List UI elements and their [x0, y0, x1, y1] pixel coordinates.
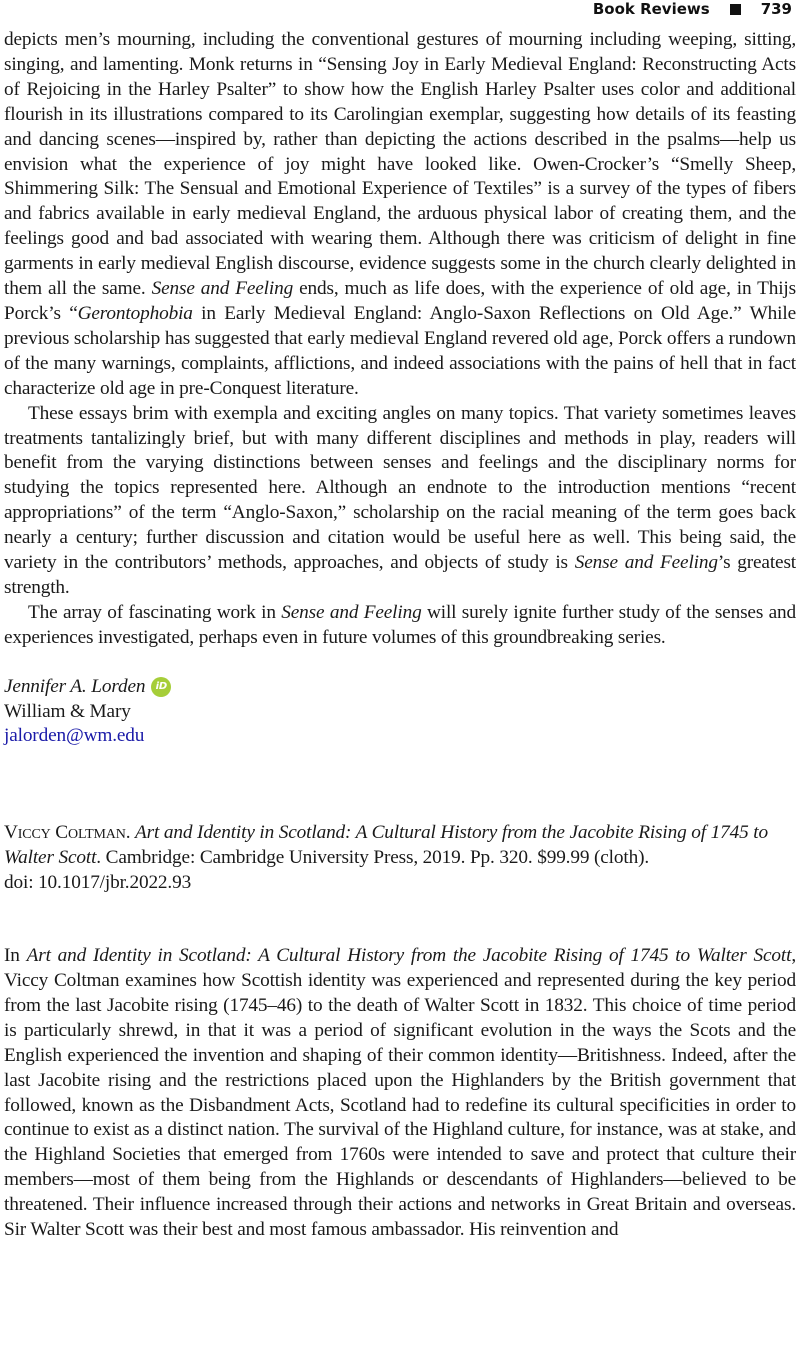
book-title-italic: Art and Identity in Scotland: A Cultural History from the Jacobite Rising of 1745 to Walter Scott	[26, 945, 792, 967]
review1-paragraph-1: depicts men’s mourning, including the conventional gestures of mourning including weeping, sitting, singing, and lamenting. Monk returns in “Sensing Joy in Early Medieval England: Reconstructing Acts of Rejoicing in the Harley Psalter” to show how the English Harley Psalter uses color and additional flourish in its illustrations compared to its Carolingian exemplar, suggesting how details of its feasting and dancing scenes—inspired by, rather than depicting the actions described in the psalms—help us envision what the experience of joy might have looked like. Owen-Crocker’s “Smelly Sheep, Shimmering Silk: The Sensual and Emotional Experience of Textiles” is a survey of the types of fibers and fabrics available in early medieval England, the arduous physical labor of creating them, and the feelings good and bad associated with wearing them. Although there was criticism of delight in fine garments in early medieval English discourse, evidence suggests some in the church clearly delighted in them all the same. Sense and Feeling ends, much as life does, with the experience of old age, in Thijs Porck’s “Gerontophobia in Early Medieval England: Anglo-Saxon Reflections on Old Age.” While previous scholarship has suggested that early medieval England revered old age, Porck offers a rundown of the many warnings, complaints, afflictions, and indeed associations with the pains of hell that in fact characterize old age in pre-Conquest literature.	[4, 29, 796, 399]
citation-publication: . Cambridge: Cambridge University Press, 2019. Pp. 320. $99.99 (cloth).	[96, 847, 650, 869]
reviewer-affiliation: William & Mary	[4, 700, 131, 722]
review2-paragraph-1: In Art and Identity in Scotland: A Cultural History from the Jacobite Rising of 1745 to Walter Scott, Viccy Coltman examines how Scottish identity was experienced and represented during the key period from the last Jacobite rising (1745–46) to the death of Walter Scott in 1832. This choice of time period is particularly shrewd, in that it was a period of significant evolution in the ways the Scots and the English experienced the invention and shaping of their common identity—Britishness. Indeed, after the last Jacobite rising and the restrictions placed upon the Highlanders by the British government that followed, known as the Disbandment Acts, Scotland had to redefine its cultural specificities in order to continue to exist as a distinct nation. The survival of the Highland culture, for instance, was at stake, and the Highland Societies that emerged from 1760s were intended to save and protect that culture their members—most of them being from the Highlands or descendants of Highlanders—believed to be threatened. Their influence increased through their actions and networks in Great Britain and overseas. Sir Walter Scott was their best and most famous ambassador. His reinvention and	[4, 945, 796, 1241]
book-title-italic: Sense and Feeling	[151, 278, 294, 300]
reviewer-email-link[interactable]: jalorden@wm.edu	[4, 725, 145, 747]
page-body	[4, 28, 796, 1243]
reviewer-name: Jennifer A. Lorden	[4, 675, 146, 697]
separator-square-icon	[730, 4, 741, 15]
book-title-italic: Sense and Feeling	[574, 552, 718, 574]
reviewer-signature	[4, 675, 796, 750]
citation-doi: doi: 10.1017/jbr.2022.93	[4, 872, 192, 894]
citation-author: Viccy Coltman.	[4, 822, 131, 844]
orcid-icon[interactable]: iD	[151, 677, 171, 697]
review1-paragraph-3: The array of fascinating work in Sense and Feeling will surely ignite further study of the senses and experiences investigated, perhaps even in future volumes of this groundbreaking series.	[4, 601, 796, 648]
review1-paragraph-2: These essays brim with exempla and exciting angles on many topics. That variety sometimes leaves treatments tantalizingly brief, but with many different disciplines and methods in play, readers will benefit from the varying distinctions between senses and feelings and the disciplinary norms for studying the topics represented here. Although an endnote to the introduction mentions “recent appropriations” of the term “Anglo-Saxon,” scholarship on the racial meaning of the term goes back nearly a century; further discussion and citation would be useful here as well. This being said, the variety in the contributors’ methods, approaches, and objects of study is Sense and Feeling’s greatest strength.	[4, 402, 797, 598]
running-head	[593, 0, 792, 18]
book-title-italic: Sense and Feeling	[281, 601, 422, 623]
reviewer-name-row	[4, 675, 796, 700]
section-title: Book Reviews	[592, 0, 710, 18]
citation-title: Art and Identity in Scotland: A Cultural History from the Jacobite Rising of 1745 to Walter Scott	[4, 822, 768, 869]
page-number: 739	[760, 0, 792, 18]
review2-citation	[4, 821, 796, 896]
term-italic: Gerontophobia	[77, 302, 193, 324]
